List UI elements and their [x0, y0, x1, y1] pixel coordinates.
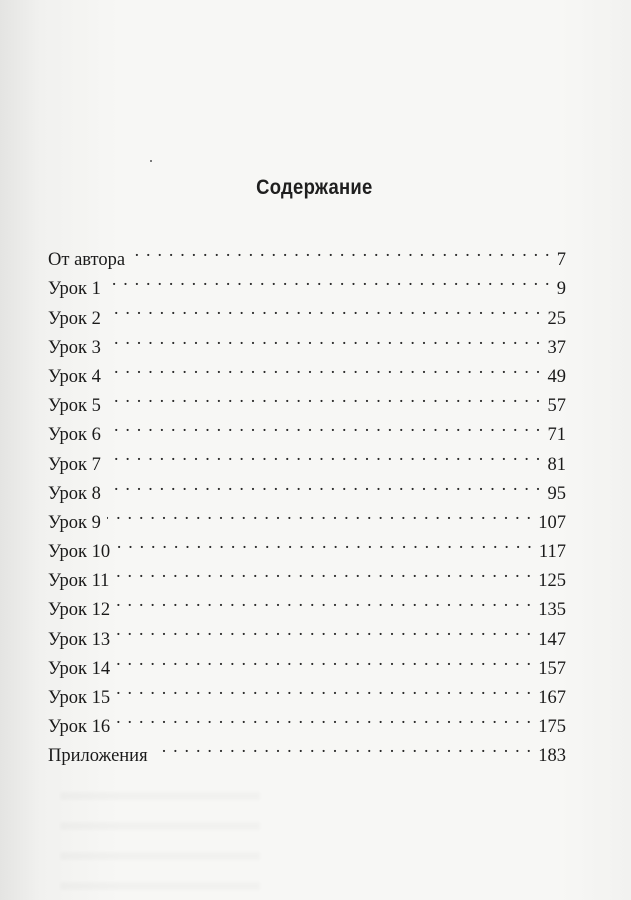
toc-entry-page: 71 [547, 425, 566, 446]
toc-entry-page: 57 [547, 396, 566, 417]
toc-entry [48, 324, 566, 358]
toc-entry [48, 732, 566, 767]
toc-entry-page: 9 [556, 279, 566, 300]
toc-entry-page: 175 [538, 717, 566, 738]
toc-entry-page: 135 [538, 600, 566, 621]
toc-entry-label: Урок 16 [48, 717, 111, 738]
toc-entry-label: Урок 9 [48, 512, 101, 533]
toc-entry-label: Урок 4 [48, 366, 101, 387]
toc-entry [48, 586, 566, 621]
toc-entry-label: Урок 14 [48, 658, 111, 679]
toc-entry [48, 294, 566, 329]
toc-entry-label: Урок 7 [48, 454, 101, 475]
toc-dot-leader [107, 353, 542, 382]
toc-entry-label: Урок 8 [48, 483, 101, 504]
toc-entry [48, 440, 566, 475]
toc-dot-leader [107, 499, 532, 528]
toc-dot-leader [107, 411, 542, 440]
toc-entry-label: Урок 2 [48, 308, 101, 329]
toc-entry-label: Урок 5 [48, 396, 101, 417]
toc-entry-label: Приложения [48, 746, 148, 767]
toc-entry-label: Урок 12 [48, 600, 111, 621]
toc-entry-page: 183 [538, 746, 566, 767]
toc-entry-label: Урок 10 [48, 542, 111, 563]
toc-entry-label: От автора [48, 250, 126, 271]
toc-entry-label: Урок 15 [48, 688, 111, 708]
toc-entry-page: 167 [538, 688, 566, 708]
toc-entry [48, 674, 566, 708]
toc-entry-label: Урок 3 [48, 337, 101, 358]
toc-entry [48, 557, 566, 592]
toc-dot-leader [107, 265, 551, 294]
toc-entry [48, 353, 566, 387]
toc-entry [48, 499, 566, 533]
toc-entry-page: 125 [538, 571, 566, 592]
toc-entry [48, 528, 566, 563]
toc-dot-leader [116, 615, 532, 644]
toc-entry-page: 157 [538, 658, 566, 679]
toc-entry-page: 81 [547, 454, 566, 475]
toc-entry-page: 7 [556, 250, 566, 271]
toc-entry [48, 470, 566, 504]
toc-entry [48, 615, 566, 650]
toc-dot-leader [107, 294, 542, 323]
toc-entry-label: Урок 11 [48, 571, 110, 592]
toc-dot-leader [107, 440, 542, 469]
toc-dot-leader [116, 703, 532, 732]
paper-speck [150, 160, 152, 162]
toc-dot-leader [107, 470, 542, 499]
page-title: Содержание [256, 176, 373, 199]
toc-entry [48, 703, 566, 738]
toc-entry [48, 265, 566, 300]
toc-entry [48, 411, 566, 446]
table-of-contents [48, 236, 566, 767]
toc-dot-leader [107, 324, 542, 353]
toc-dot-leader [115, 557, 532, 586]
toc-entry-page: 25 [547, 308, 566, 329]
toc-dot-leader [154, 732, 533, 761]
toc-entry [48, 382, 566, 417]
toc-entry-label: Урок 1 [48, 279, 101, 300]
toc-entry-page: 49 [547, 366, 566, 387]
toc-entry-page: 117 [538, 542, 566, 563]
toc-dot-leader [116, 586, 532, 615]
bleed-through-shadow [60, 770, 260, 900]
toc-entry-label: Урок 6 [48, 425, 101, 446]
toc-dot-leader [116, 674, 532, 703]
toc-dot-leader [116, 645, 532, 674]
toc-dot-leader [116, 528, 533, 557]
toc-entry-page: 107 [538, 512, 566, 533]
toc-entry [48, 645, 566, 679]
toc-entry-label: Урок 13 [48, 629, 111, 650]
toc-entry-page: 95 [547, 483, 566, 504]
toc-entry-page: 147 [538, 629, 566, 650]
toc-entry-page: 37 [547, 337, 566, 358]
toc-dot-leader [107, 382, 542, 411]
toc-dot-leader [131, 236, 551, 265]
toc-entry [48, 236, 566, 271]
